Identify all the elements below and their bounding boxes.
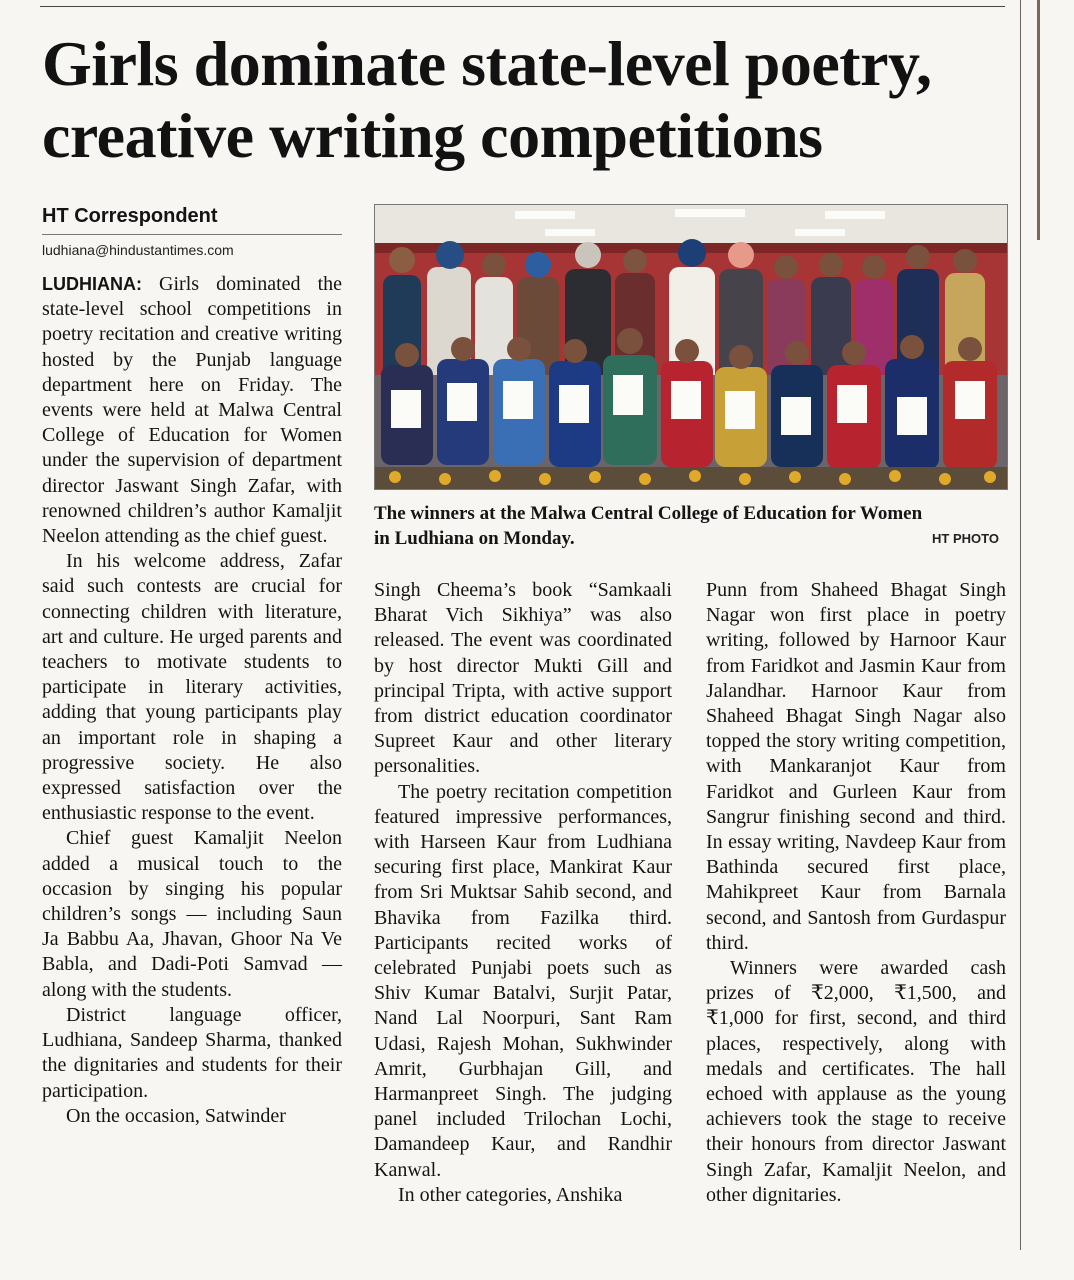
paragraph: In other categories, Anshika [398,1183,623,1206]
byline: HT Correspondent [42,205,218,227]
top-rule [40,6,1005,7]
news-photo [374,204,1008,490]
dateline: LUDHIANA: [42,274,142,294]
paragraph: Chief guest Kamaljit Neelon added a musical touch to the occasion by singing his popular children’s songs — including Saun Ja Babbu Aa, Jhavan, Ghoor Na Ve Babla, and Dadi-Poti Samvad — along with the students. [42,827,342,1001]
photo-credit: HT PHOTO [932,531,999,546]
article-column-2 [374,578,672,1208]
article-column-1 [42,272,342,1129]
column-divider [1020,0,1021,1250]
paragraph: In his welcome address, Zafar said such contests are crucial for connecting children with literature, art and culture. He urged parents and teachers to motivate students to participate in literary activities, adding that young participants play an important role in shaping a progressive society. He also expressed satisfaction over the enthusiastic response to the event. [42,550,342,825]
headline: Girls dominate state-level poetry, creative writing competitions [42,28,932,171]
byline-rule [42,234,342,235]
paragraph: On the occasion, Satwinder [66,1104,286,1127]
adjacent-article-rule [1037,0,1040,240]
paragraph: Singh Cheema’s book “Samkaali Bharat Vich Sikhiya” was also released. The event was coordinated by host director Mukti Gill and principal Tripta, with active support from district education coordinator Supreet Kaur and other literary personalities. [374,579,672,778]
author-email: ludhiana@hindustantimes.com [42,242,234,258]
paragraph: The poetry recitation competition featured impressive performances, with Harseen Kaur from Ludhiana securing first place, Mankirat Kaur from Sri Muktsar Sahib second, and Bhavika from Fazilka third. Participants recited works of celebrated Punjabi poets such as Shiv Kumar Batalvi, Surjit Patar, Nand Lal Noorpuri, Sant Ram Udasi, Rajesh Mohan, Sukhwinder Amrit, Gurbhajan Gill, and Harmanpreet Singh. The judging panel included Trilochan Lochi, Damandeep Kaur, and Randhir Kanwal. [374,780,672,1181]
lead-paragraph [42,272,342,549]
article-column-3 [706,578,1006,1208]
paragraph: Winners were awarded cash prizes of ₹2,000, ₹1,500, and ₹1,000 for first, second, and third places, respectively, along with medals and certificates. The hall echoed with applause as the young achievers took the stage to receive their honours from director Jaswant Singh Zafar, Kamaljit Neelon, and other dignitaries. [706,957,1006,1206]
paragraph: Punn from Shaheed Bhagat Singh Nagar won first place in poetry writing, followed by Harnoor Kaur from Faridkot and Jasmin Kaur from Jalandhar. Harnoor Kaur from Shaheed Bhagat Singh Nagar also topped the story writing competition, with Mankaranjot Kaur from Faridkot and Gurleen Kaur from Sangrur finishing second and third. In essay writing, Navdeep Kaur from Bathinda secured first place, Mahikpreet Kaur from Barnala second, and Santosh from Gurdaspur third. [706,579,1006,954]
photo-caption: The winners at the Malwa Central College of Education for Women in Ludhiana on Monday. [374,503,923,549]
paragraph: District language officer, Ludhiana, Sandeep Sharma, thanked the dignitaries and students for their participation. [42,1003,342,1102]
adjacent-article-clipping [1036,0,1074,1280]
paragraph-text: Girls dominated the state-level school competitions in poetry recitation and creative writing hosted by the Punjab language department here on Friday. The events were held at Malwa Central College of Education for Women under the supervision of department director Jaswant Singh Zafar, with renowned children’s author Kamaljit Neelon attending as the chief guest. [42,273,343,548]
